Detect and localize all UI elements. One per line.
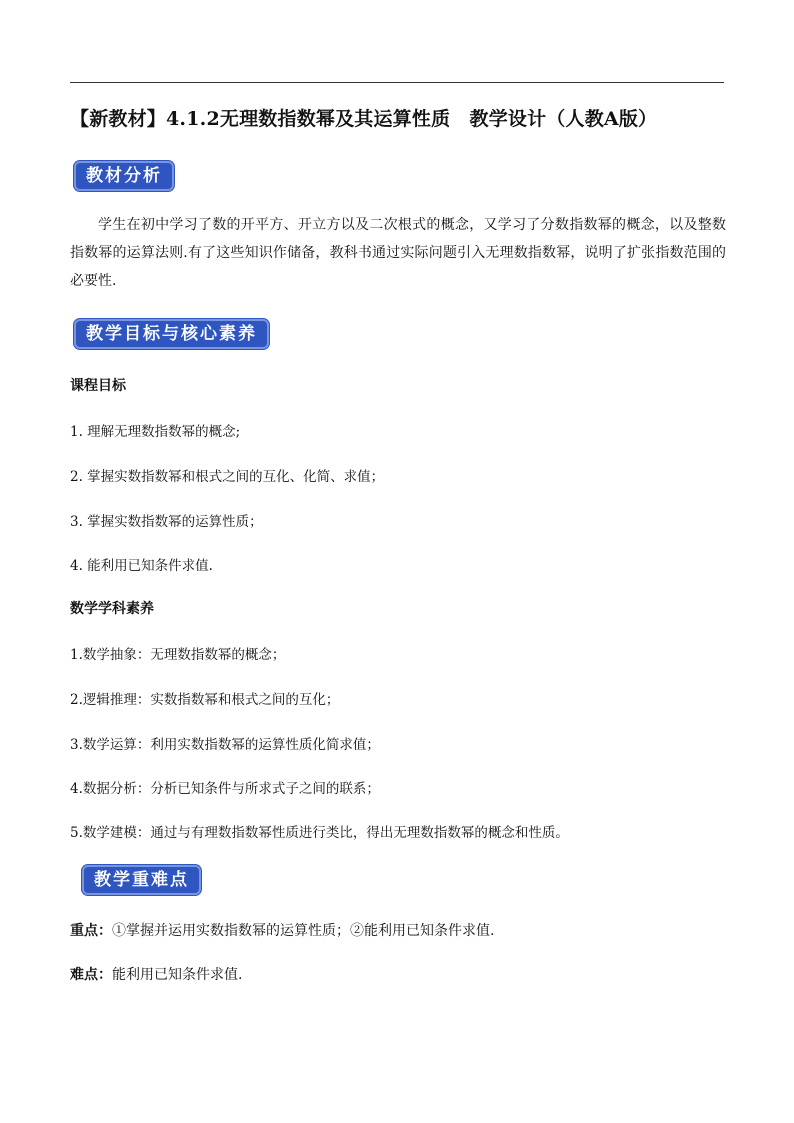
course-goal-item: 3. 掌握实数指数幂的运算性质； [70,514,263,530]
section-heading-analysis: 教材分析 [76,163,172,189]
focus-label: 重点： [70,923,112,939]
analysis-paragraph: 学生在初中学习了数的开平方、开立方以及二次根式的概念，又学习了分数指数幂的概念，以及整数指数幂的运算法则.有了这些知识作储备，教科书通过实际问题引入无理数指数幂，说明了扩张指数范围的必要性. [70,217,726,289]
literacy-item: 5.数学建模：通过与有理数指数幂性质进行类比，得出无理数指数幂的概念和性质。 [70,825,569,841]
literacy-item: 4.数据分析：分析已知条件与所求式子之间的联系； [70,781,380,797]
header-rule [70,82,724,83]
course-goal-item: 4. 能利用已知条件求值. [70,558,213,574]
focus-text: ①掌握并运用实数指数幂的运算性质；②能利用已知条件求值. [112,923,495,939]
section-heading-key-points: 教学重难点 [84,867,199,893]
literacy-item: 1.数学抽象：无理数指数幂的概念； [70,647,286,663]
difficulty-line [70,964,242,984]
literacy-title: 数学学科素养 [70,601,154,617]
section-heading-goals: 教学目标与核心素养 [76,321,267,347]
literacy-item: 2.逻辑推理：实数指数幂和根式之间的互化； [70,692,340,708]
course-goals-title: 课程目标 [70,378,126,394]
literacy-item: 3.数学运算：利用实数指数幂的运算性质化简求值； [70,737,380,753]
page-title: 【新教材】4.1.2无理数指数幂及其运算性质 教学设计（人教A版） [70,108,658,130]
focus-line [70,920,494,940]
course-goal-item: 2. 掌握实数指数幂和根式之间的互化、化简、求值； [70,469,385,485]
difficulty-text: 能利用已知条件求值. [112,967,243,983]
course-goal-item: 1. 理解无理数指数幂的概念; [70,424,241,440]
difficulty-label: 难点： [70,967,112,983]
